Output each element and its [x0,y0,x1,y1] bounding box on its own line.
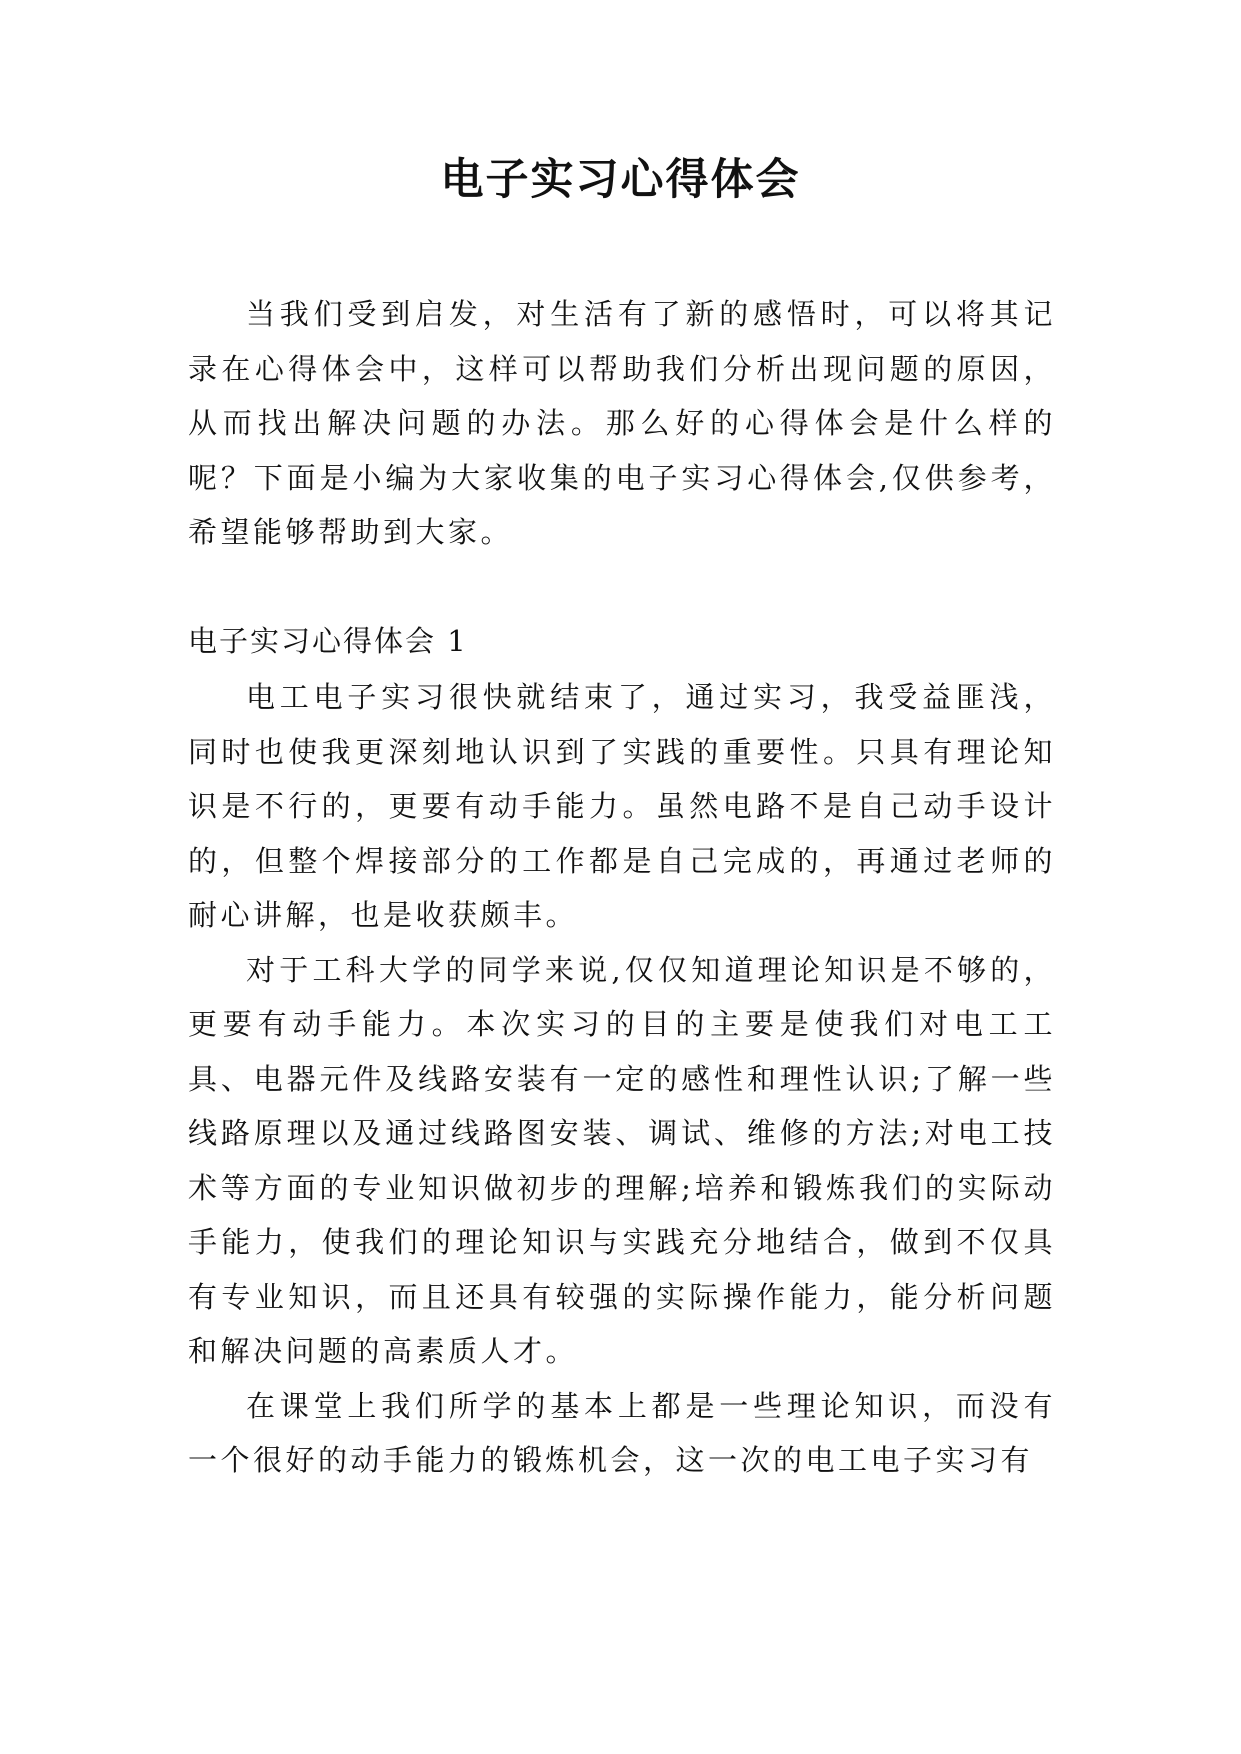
document-body [188,287,1056,1488]
body-paragraph-3: 在课堂上我们所学的基本上都是一些理论知识，而没有一个很好的动手能力的锻炼机会，这一次的电工电子实习有 [188,1388,1056,1477]
document-title: 电子实习心得体会 [440,155,801,205]
body-paragraph-1: 电工电子实习很快就结束了，通过实习，我受益匪浅，同时也使我更深刻地认识到了实践的重要性。只具有理论知识是不行的，更要有动手能力。虽然电路不是自己动手设计的，但整个焊接部分的工作都是自己完成的，再通过老师的耐心讲解，也是收获颇丰。 [188,680,1056,932]
intro-paragraph: 当我们受到启发，对生活有了新的感悟时，可以将其记录在心得体会中，这样可以帮助我们分析出现问题的原因，从而找出解决问题的办法。那么好的心得体会是什么样的呢？下面是小编为大家收集的电子实习心得体会,仅供参考，希望能够帮助到大家。 [188,297,1056,549]
body-paragraph-2: 对于工科大学的同学来说,仅仅知道理论知识是不够的，更要有动手能力。本次实习的目的主要是使我们对电工工具、电器元件及线路安装有一定的感性和理性认识;了解一些线路原理以及通过线路图安装、调试、维修的方法;对电工技术等方面的专业知识做初步的理解;培养和锻炼我们的实际动手能力，使我们的理论知识与实践充分地结合，做到不仅具有专业知识，而且还具有较强的实际操作能力，能分析问题和解决问题的高素质人才。 [188,952,1056,1368]
section-heading: 电子实习心得体会 1 [188,623,468,658]
